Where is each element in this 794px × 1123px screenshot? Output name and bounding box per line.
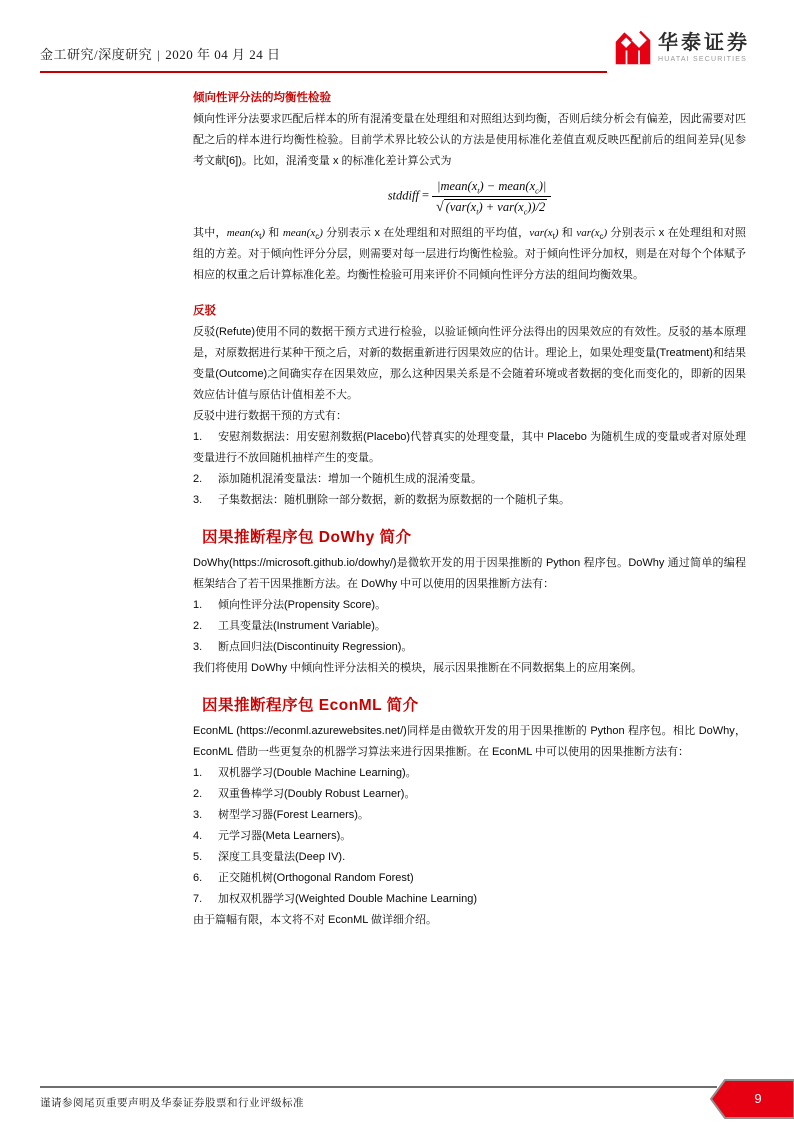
formula-lhs: stddiff xyxy=(387,188,419,203)
paragraph-dowhy-1: DoWhy(https://microsoft.github.io/dowhy/)是微软开发的用于因果推断的 Python 程序包。DoWhy 通过简单的编程框架结合了若干因果推断方法。在 DoWhy 中可以使用的因果推断方法有： xyxy=(193,557,746,590)
list-item xyxy=(193,763,746,784)
econml-url-link[interactable]: https://econml.azurewebsites.net/ xyxy=(239,725,404,737)
list-item-text: 安慰剂数据法：用安慰剂数据(Placebo)代替真实的处理变量，其中 Placebo 为随机生成的变量或者对原处理变量进行不放回随机抽样产生的变量。 xyxy=(193,431,746,464)
page-number: 9 xyxy=(754,1090,762,1106)
list-item-number: 4. xyxy=(193,830,203,842)
subscript: t xyxy=(552,232,555,242)
stddiff-formula xyxy=(193,177,746,216)
subscript: c xyxy=(599,232,604,242)
footer-disclaimer: 谨请参阅尾页重要声明及华泰证券股票和行业评级标准 xyxy=(40,1098,304,1109)
list-item xyxy=(193,784,746,805)
report-date: 2020 年 04 月 24 日 xyxy=(165,47,281,62)
list-item-text: 子集数据法：随机删除一部分数据，新的数据为原数据的一个随机子集。 xyxy=(218,494,570,506)
math-token: mean(x xyxy=(226,227,260,239)
paragraph-dowhy-2: 我们将使用 DoWhy 中倾向性评分法相关的模块，展示因果推断在不同数据集上的应用案例。 xyxy=(193,662,643,674)
math-token: ) xyxy=(554,227,559,239)
formula-numerator: $|mean(x_t)$ − $mean(x_c)|$ xyxy=(432,177,551,197)
formula-denominator: √ $(var(x_t) + var(x_c))/2$ xyxy=(435,200,546,217)
list-item xyxy=(193,637,746,658)
paragraph-econml-1: EconML (https://econml.azurewebsites.net/)同样是由微软开发的用于因果推断的 Python 程序包。相比 DoWhy，EconML 借助一些更复杂的机器学习算法来进行因果推断。在 EconML 中可以使用的因果推断方法有： xyxy=(193,725,746,758)
math-token: ) xyxy=(319,227,323,239)
header-rule xyxy=(40,71,607,73)
text-run: 和 xyxy=(265,227,283,239)
list-item-text: 树型学习器(Forest Learners)。 xyxy=(218,809,369,821)
text-run: 分别表示 x 在处理组和对照组的方差。对于倾向性评分分层，则需要对每一层进行均衡性检验。对于倾向性评分加权，则是在对每个个体赋予相应的权重之后计算标准化差。均衡性检验可用来评价不同倾向性评分方法的组间均衡效果。 xyxy=(193,227,747,281)
list-item xyxy=(193,616,746,637)
math-token: var(x xyxy=(529,227,553,239)
list-item xyxy=(193,490,746,511)
math-token: mean(x xyxy=(282,227,316,239)
list-item-number: 2. xyxy=(193,473,203,485)
report-category: 金工研究/深度研究 xyxy=(40,47,153,62)
list-item-text: 双重鲁棒学习(Doubly Robust Learner)。 xyxy=(218,788,416,800)
header-separator: | xyxy=(157,47,161,62)
paragraph-balance-2 xyxy=(193,223,746,286)
list-item xyxy=(193,868,746,889)
paragraph-econml-2: 由于篇幅有限，本文将不对 EconML 做详细介绍。 xyxy=(193,914,438,926)
list-item-text: 深度工具变量法(Deep IV). xyxy=(218,851,346,863)
document-body xyxy=(193,90,746,931)
list-item-text: 加权双机器学习(Weighted Double Machine Learning) xyxy=(218,893,478,905)
list-item-number: 5. xyxy=(193,851,203,863)
list-item xyxy=(193,805,746,826)
list-item-text: 断点回归法(Discontinuity Regression)。 xyxy=(218,641,413,653)
text-run: 分别表示 x 在处理组和对照组的平均值， xyxy=(322,227,530,239)
section-heading-econml: 因果推断程序包 EconML 简介 xyxy=(202,697,419,714)
list-item xyxy=(193,889,746,910)
math-token: ) xyxy=(603,227,608,239)
sqrt-icon: √ xyxy=(435,200,444,215)
page-number-badge xyxy=(708,1076,794,1122)
list-item-number: 7. xyxy=(193,893,203,905)
list-item-number: 6. xyxy=(193,872,203,884)
subscript: t xyxy=(259,232,262,242)
logo-name-cn: 华泰证券 xyxy=(658,31,750,54)
formula-equals: = xyxy=(421,188,430,203)
list-item xyxy=(193,427,746,469)
list-item-number: 2. xyxy=(193,620,203,632)
math-token: var(x xyxy=(576,227,600,239)
report-header xyxy=(40,44,281,63)
logo-name-en: HUATAI SECURITIES xyxy=(658,55,747,63)
formula-fraction xyxy=(432,177,551,216)
paragraph-balance-1: 倾向性评分法要求匹配后样本的所有混淆变量在处理组和对照组达到均衡，否则后续分析会有偏差，因此需要对匹配之后的样本进行均衡性检验。目前学术界比较公认的方法是使用标准化差值直观反映匹配前后的组间差异(见参考文献[6])。比如，混淆变量 x 的标准化差计算公式为 xyxy=(193,113,746,167)
list-item-number: 1. xyxy=(193,599,203,611)
list-item xyxy=(193,595,746,616)
list-item-text: 正交随机树(Orthogonal Random Forest) xyxy=(218,872,414,884)
subscript: c xyxy=(315,232,320,242)
list-item-text: 工具变量法(Instrument Variable)。 xyxy=(218,620,386,632)
dowhy-url-link[interactable]: https://microsoft.github.io/dowhy/ xyxy=(232,557,393,569)
footer-rule xyxy=(40,1086,717,1088)
list-item-text: 倾向性评分法(Propensity Score)。 xyxy=(218,599,387,611)
list-item xyxy=(193,469,746,490)
logo-text xyxy=(658,31,750,64)
text-run: 其中， xyxy=(193,227,227,239)
list-item-text: 双机器学习(Double Machine Learning)。 xyxy=(218,767,417,779)
list-item-number: 1. xyxy=(193,431,203,443)
section-heading-balance-check: 倾向性评分法的均衡性检验 xyxy=(193,92,331,104)
list-item-number: 3. xyxy=(193,494,203,506)
section-heading-dowhy: 因果推断程序包 DoWhy 简介 xyxy=(202,529,412,546)
list-item-number: 1. xyxy=(193,767,203,779)
paragraph-refute-intro: 反驳中进行数据干预的方式有： xyxy=(193,410,347,422)
math-token: ) xyxy=(261,227,265,239)
text-run: 和 xyxy=(558,227,577,239)
list-item xyxy=(193,826,746,847)
list-item xyxy=(193,847,746,868)
huatai-diamond-logo-icon xyxy=(614,27,652,67)
section-heading-refute: 反驳 xyxy=(193,305,216,317)
list-item-number: 2. xyxy=(193,788,203,800)
huatai-logo xyxy=(614,27,750,67)
list-item-number: 3. xyxy=(193,809,203,821)
list-item-number: 3. xyxy=(193,641,203,653)
list-item-text: 元学习器(Meta Learners)。 xyxy=(218,830,352,842)
paragraph-refute-1: 反驳(Refute)使用不同的数据干预方式进行检验，以验证倾向性评分法得出的因果效应的有效性。反驳的基本原理是，对原数据进行某种干预之后，对新的数据重新进行因果效应的估计。理论上，如果处理变量(Treatment)和结果变量(Outcome)之间确实存在因果效应，那么这种因果关系是不会随着环境或者数据的变化而变化的，即新的因果效应估计值与原估计值相差不大。 xyxy=(193,326,746,401)
list-item-text: 添加随机混淆变量法：增加一个随机生成的混淆变量。 xyxy=(218,473,482,485)
